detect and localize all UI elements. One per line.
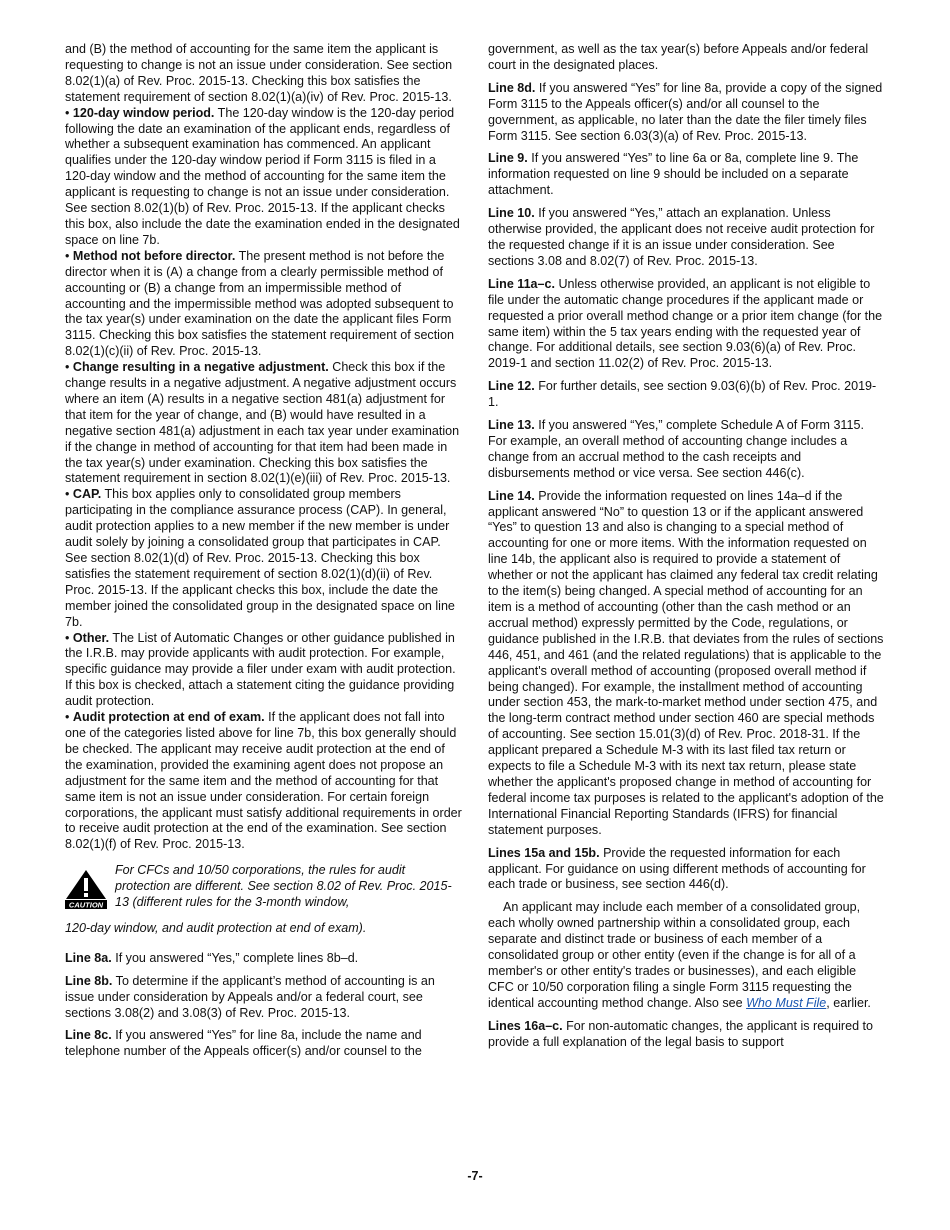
line-12	[488, 379, 884, 411]
line-8b	[65, 974, 463, 1022]
line-label: Line 13.	[488, 418, 535, 433]
bullet-text: Check this box if the change results in a negative adjustment. A negative adjustment occurs where an item (A) results in a negative section 481(a) adjustment for that item for the year of change, and (B) would have resulted in a negative section 481(a) adjustment in each tax year under examination if the change in method of accounting for that item had been made in the tax year(s) under examination. Checking this box satisfies the statement requirement in section 8.02(1)(e)(iii) of Rev. Proc. 2015-13.	[65, 360, 460, 486]
line-15	[488, 846, 884, 894]
line-text: Unless otherwise provided, an applicant is not eligible to file under the automatic change procedures if the applicant made or requested a prior overall method change or a prior item change (for the same item) within the 5 tax years ending with the requested year of change. For additional details, see section 9.03(6)(a) of Rev. Proc. 2019-1 and section 11.02(2) of Rev. Proc. 2015-13.	[488, 276, 883, 371]
line-label: Line 14.	[488, 488, 535, 503]
bullet-heading: Method not before director.	[72, 248, 236, 263]
bullet-heading: Other.	[72, 630, 110, 645]
line-8c	[65, 1028, 463, 1060]
line-9	[488, 151, 884, 199]
line-text: If you answered “Yes,” attach an explanation. Unless otherwise provided, the applicant does not receive audit protection for the requested change if it is an issue under consideration. See sections 3.08 and 8.02(7) of Rev. Proc. 2015-13.	[488, 206, 875, 268]
line-8a	[65, 951, 463, 967]
line-text: To determine if the applicant’s method of accounting is an issue under consideration by Appeals and/or a federal court, see sections 3.08(2) and 3.08(3) of Rev. Proc. 2015-13.	[65, 973, 435, 1020]
bullet-item: • Change resulting in a negative adjustment. Check this box if the change results in a negative adjustment. A negative adjustment occurs where an item (A) results in a negative section 481(a) adjustment for that item for the year of change, and (B) would have resulted in a negative section 481(a) adjustment in each tax year under examination if the change in method of accounting for that item had been made in the tax year(s) under examination. Checking this box satisfies the statement requirement in section 8.02(1)(e)(iii) of Rev. Proc. 2015-13.	[65, 360, 460, 486]
left-column	[65, 42, 463, 1067]
bullet-item: • Other. The List of Automatic Changes or other guidance published in the I.R.B. may provide applicants with audit protection. For example, specific guidance may provide a filer under exam with audit protection. If this box is checked, attach a statement citing the guidance providing audit protection.	[65, 630, 456, 709]
paragraph-text: An applicant may include each member of a consolidated group, each wholly owned partnership within a consolidated group, each separate and distinct trade or business of each member of a consolidated group or other entity (even if the change is for all of a member's or other entity's trades or businesses), and each eligible CFC or 10/50 corporation filing a single Form 3115 requesting the identical accounting method change. Also see	[488, 900, 861, 1010]
bullet-text: The 120-day window is the 120-day period following the date an examination of the applicant ends, regardless of whether a subsequent examination has commenced. An applicant qualifies under the 120-day window period if Form 3115 is filed in a 120-day window and the method of accounting for the same item the applicant is requesting to change is not an issue under consideration. See section 8.02(1)(b) of Rev. Proc. 2015-13. If the applicant checks this box, also include the date the examination ended in the designated space on line 7b.	[65, 105, 460, 247]
line-label: Lines 16a–c.	[488, 1018, 563, 1033]
bullet-heading: Audit protection at end of exam.	[72, 710, 265, 725]
bullet-text: This box applies only to consolidated group members participating in the compliance assurance process (CAP). In general, audit protection applies to a new member if the new member is under audit solely by joining a consolidated group that participates in CAP. See section 8.02(1)(d) of Rev. Proc. 2015-13. Checking this box satisfies the statement requirement of section 8.02(1)(d)(ii) of Rev. Proc. 2015-13. If the applicant checks this box, include the date the member joined the consolidated group in the designated space on line 7b.	[65, 487, 455, 629]
line-text: Provide the information requested on lines 14a–d if the applicant answered “No” to question 13 or if the applicant answered “Yes” to question 13 and also is changing to a special method of accounting for one or more items. With the information requested on line 14b, the applicant also is required to provide a statement of whether or not the applicant has claimed any federal tax credit relating to the item(s) being changed. A special method of accounting for an item is a method of accounting (other than the cash method or an accrual method) expressly permitted by the Code, regulations, or guidance published in the I.R.B. that deviates from the rules of sections 446, 451, and 461 (and the related regulations) that is applicable to the applicant's overall method of accounting (proposed overall method if being changed). For example, the installment method of accounting under section 453, the mark-to-market method under section 475, and the long-term contract method under section 460 are special methods of accounting. See section 15.01(3)(d) of Rev. Proc. 2018-31. If the applicant prepared a Schedule M-3 with its last filed tax return or expects to file a Schedule M-3 with its next tax return, please state whether the applicant's proposed change in method of accounting for federal income tax purposes is related to the applicant's adoption of the International Financial Reporting Standards (IFRS) for financial statement purposes.	[488, 488, 884, 837]
line-text: If you answered “Yes,” complete lines 8b–d.	[111, 950, 359, 965]
bullet-heading: Change resulting in a negative adjustment.	[72, 360, 329, 375]
caution-label: CAUTION	[68, 900, 104, 910]
line-label: Line 9.	[488, 151, 528, 166]
bullet-item: • 120-day window period. The 120-day window is the 120-day period following the date an examination of the applicant ends, regardless of whether a subsequent examination has commenced. An applicant qualifies under the 120-day window period if Form 3115 is filed in a 120-day window and the method of accounting for the same item the applicant is requesting to change is not an issue under consideration. See section 8.02(1)(b) of Rev. Proc. 2015-13. If the applicant checks this box, also include the date the examination ended in the designated space on line 7b.	[65, 105, 460, 247]
caution-text: For CFCs and 10/50 corporations, the rules for audit protection are different. See section 8.02 of Rev. Proc. 2015-13 (different rules for the 3-month window,	[115, 863, 452, 910]
bullet-heading: CAP.	[72, 487, 102, 502]
line-label: Line 10.	[488, 206, 535, 221]
right-column	[488, 42, 884, 1057]
line-text: If you answered “Yes” for line 8a, include the name and telephone number of the Appeals officer(s) and/or counsel to the	[65, 1028, 422, 1059]
paragraph-15-detail	[488, 900, 884, 1011]
bullet-text: If the applicant does not fall into one of the categories listed above for line 7b, this box generally should be checked. The applicant may receive audit protection at the end of the examination, provided the examining agent does not propose an adjustment for the same item and the method of accounting for that same item is not an issue under consideration. For certain foreign corporations, the applicant must satisfy additional requirements in order to receive audit protection at the end of the examination. See section 8.02(1)(f) of Rev. Proc. 2015-13.	[65, 710, 462, 852]
line-text: If you answered “Yes” to line 6a or 8a, complete line 9. The information requested on line 9 should be included on a separate attachment.	[488, 151, 859, 198]
bullet-item: • CAP. This box applies only to consolidated group members participating in the compliance assurance process (CAP). In general, audit protection applies to a new member if the new member is under audit solely by joining a consolidated group that participates in CAP. See section 8.02(1)(d) of Rev. Proc. 2015-13. Checking this box satisfies the statement requirement of section 8.02(1)(d)(ii) of Rev. Proc. 2015-13. If the applicant checks this box, include the date the member joined the consolidated group in the designated space on line 7b.	[65, 487, 455, 629]
line-label: Line 8c.	[65, 1028, 112, 1043]
line-label: Lines 15a and 15b.	[488, 845, 600, 860]
line-text: If you answered “Yes” for line 8a, provide a copy of the signed Form 3115 to the Appeals officer(s) and/or all counsel to the government, as applicable, no later than the date the filer timely files Form 3115. See section 6.03(3)(a) of Rev. Proc. 2015-13.	[488, 80, 883, 143]
caution-tail: 120-day window, and audit protection at end of exam).	[65, 920, 367, 935]
paragraph-text-end: , earlier.	[826, 995, 871, 1010]
bullet-item: • Method not before director. The present method is not before the director when it is (A) a change from a clearly permissible method of accounting or (B) a change from an impermissible method of accounting and the impermissible method was adopted subsequent to the tax year(s) under examination on the date the applicant files Form 3115. Checking this box satisfies the statement requirement of section 8.02(1)(c)(ii) of Rev. Proc. 2015-13.	[65, 248, 454, 359]
line-text: Provide the requested information for each applicant. For guidance on using different methods of accounting for each trade or business, see section 446(d).	[488, 845, 866, 892]
line-11	[488, 277, 884, 372]
intro-paragraph: and (B) the method of accounting for the same item the applicant is requesting to change is not an issue under consideration. See section 8.02(1)(a) of Rev. Proc. 2015-13. Checking this box satisfies the statement requirement of section 8.02(1)(a)(iv) of Rev. Proc. 2015-13.	[65, 42, 453, 104]
line-text: For further details, see section 9.03(6)(b) of Rev. Proc. 2019-1.	[488, 379, 877, 410]
line-10	[488, 206, 884, 270]
line-label: Line 11a–c.	[488, 276, 555, 291]
who-must-file-link[interactable]: Who Must File	[746, 995, 827, 1010]
caution-icon	[65, 869, 107, 909]
line-label: Line 8b.	[65, 973, 113, 988]
page-number: -7-	[467, 1169, 483, 1183]
bullet-item: • Audit protection at end of exam. If the applicant does not fall into one of the categories listed above for line 7b, this box generally should be checked. The applicant may receive audit protection at the end of the examination, provided the examining agent does not propose an adjustment for the same item and the method of accounting for that same item is not an issue under consideration. For certain foreign corporations, the applicant must satisfy additional requirements in order to receive audit protection at the end of the examination. See section 8.02(1)(f) of Rev. Proc. 2015-13.	[65, 710, 462, 852]
line-13	[488, 418, 884, 482]
caution-note	[65, 863, 463, 911]
line-16	[488, 1019, 884, 1051]
line-8d	[488, 81, 884, 145]
line-text: If you answered “Yes,” complete Schedule A of Form 3115. For example, an overall method of accounting change includes a change from an accrual method to the cash receipts and disbursements method or vice versa. See section 446(c).	[488, 418, 864, 480]
line-label: Line 8d.	[488, 80, 536, 95]
line-label: Line 8a.	[65, 950, 112, 965]
continuation-paragraph: government, as well as the tax year(s) before Appeals and/or federal court in the designated places.	[488, 42, 869, 72]
line-text: For non-automatic changes, the applicant is required to provide a full explanation of the legal basis to support	[488, 1018, 874, 1049]
line-14	[488, 489, 884, 839]
bullet-text: The present method is not before the director when it is (A) a change from a clearly permissible method of accounting or (B) a change from an impermissible method of accounting and the impermissible method was adopted subsequent to the tax year(s) under examination on the date the applicant files Form 3115. Checking this box satisfies the statement requirement of section 8.02(1)(c)(ii) of Rev. Proc. 2015-13.	[65, 248, 454, 359]
bullet-text: The List of Automatic Changes or other guidance published in the I.R.B. may provide applicants with audit protection. For example, specific guidance may provide a filer under exam with audit protection. If this box is checked, attach a statement citing the guidance providing audit protection.	[65, 630, 456, 709]
bullet-heading: 120-day window period.	[72, 105, 215, 120]
line-label: Line 12.	[488, 379, 535, 394]
